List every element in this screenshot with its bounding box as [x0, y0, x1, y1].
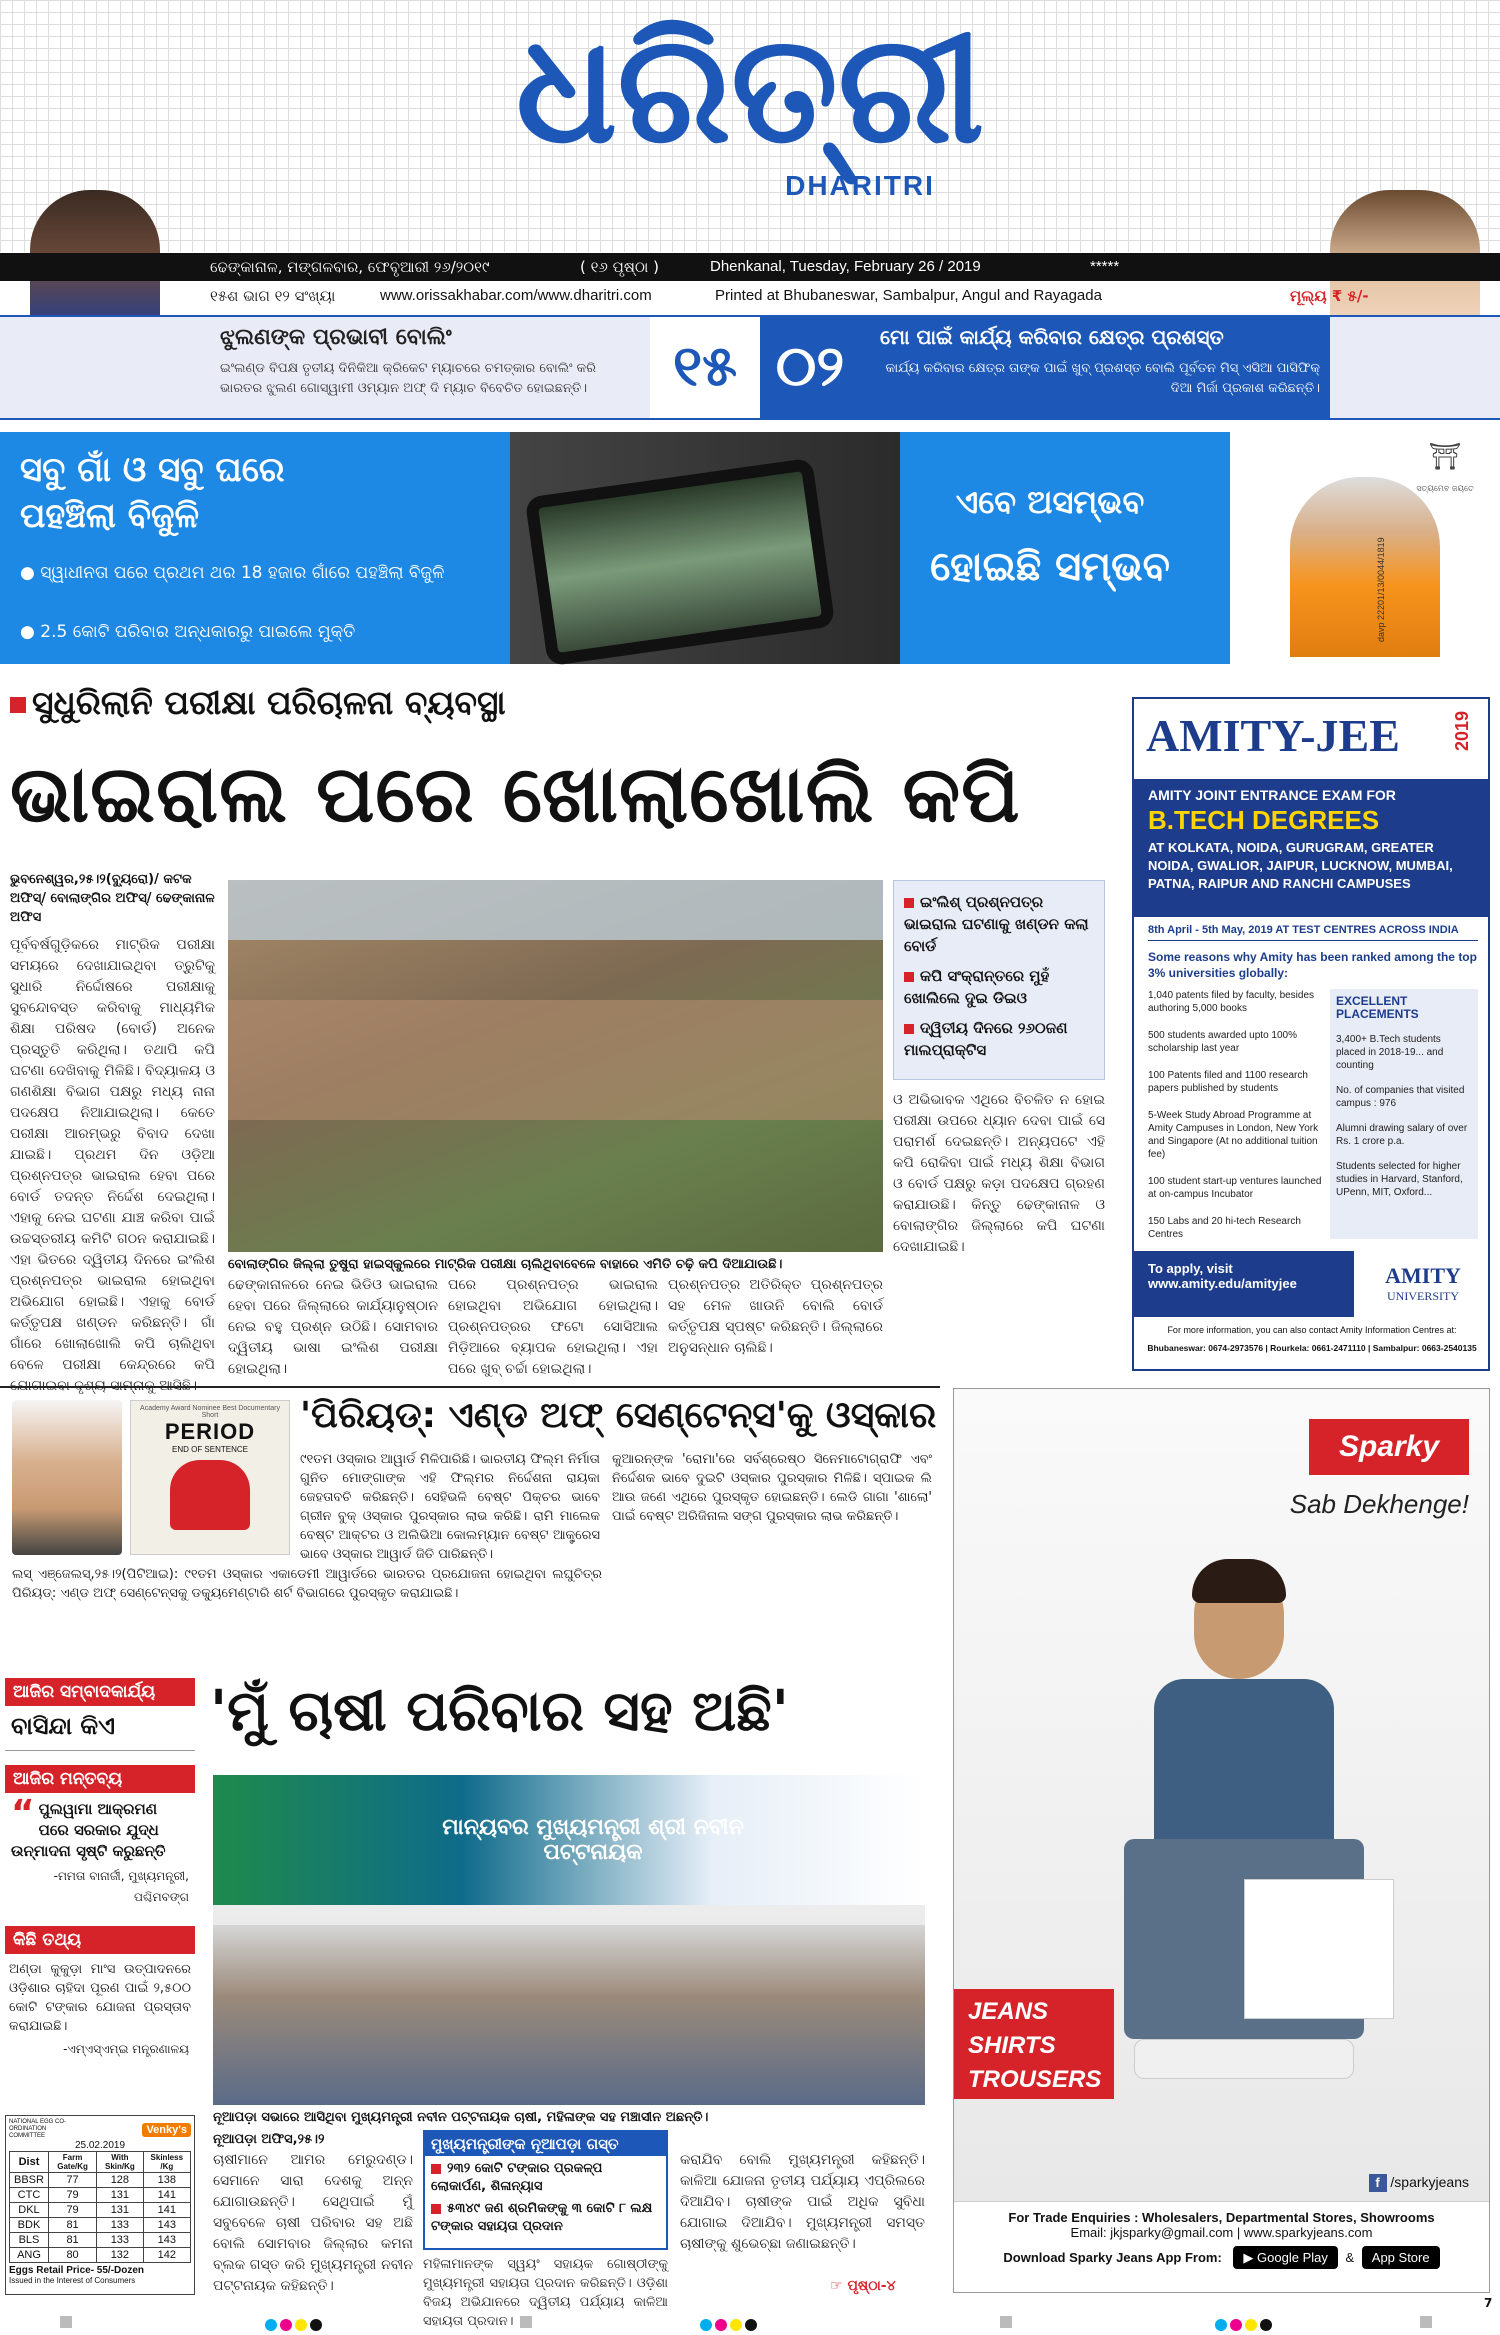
teaser-right-head[interactable]: ମୋ ପାଇଁ କାର୍ଯ୍ୟ କରିବାର କ୍ଷେତ୍ର ପ୍ରଶସ୍ତ — [880, 325, 1224, 349]
sidebar-comment-head: ଆଜିର ମନ୍ତବ୍ୟ — [5, 1765, 195, 1793]
side-point-3 — [904, 1017, 1094, 1061]
poster-fist-icon — [170, 1460, 250, 1530]
sidebar-facts-by: -ଏମ୍‌ଏସ୍‌ଏମ୍‌ଇ ମନ୍ତ୍ରଣାଳୟ — [63, 2042, 189, 2056]
magenta-dot — [1230, 2319, 1242, 2331]
cmyk-marks — [1215, 2316, 1275, 2335]
sidebar-comment — [5, 1793, 195, 1914]
lead-side-box — [893, 880, 1105, 1080]
side-point-1 — [904, 891, 1094, 957]
eggs-cell: 143 — [143, 2233, 190, 2248]
cm-box-point-2 — [425, 2200, 666, 2236]
amity-ad[interactable] — [1132, 697, 1490, 1371]
cm-photo[interactable] — [213, 1775, 925, 2105]
eggs-cell: BDK — [10, 2218, 49, 2233]
emblem-caption: ସତ୍ୟମେବ ଜୟତେ — [1416, 484, 1474, 493]
dateline-bar — [0, 253, 1500, 281]
amity-right-point: No. of companies that visited campus : 976 — [1336, 1085, 1465, 1109]
eggs-date: 25.02.2019 — [74, 2140, 126, 2151]
lead-photo-caption: ବୋଲାଙ୍ଗିର ଜିଲ୍ଲା ତୁଷୁରା ହାଇସ୍କୁଲରେ ମାଟ୍ରିକ ପରୀକ୍ଷା ଚାଲିଥିବାବେଳେ ବାହାରେ ଏମିତି ଚଢ଼ି କପି ଦିଆଯାଉଛି। — [228, 1257, 783, 1272]
google-play-button[interactable] — [1233, 2246, 1337, 2269]
red-square-icon — [431, 2164, 441, 2174]
amity-cities: AT KOLKATA, NOIDA, GURUGRAM, GREATER NOIDA, GWALIOR, JAIPUR, LUCKNOW, MUMBAI, PATNA, RAIPUR AND RANCHI CAMPUSES — [1148, 840, 1453, 891]
sparky-footer — [954, 2201, 1489, 2292]
google-play-label: Google Play — [1257, 2250, 1328, 2265]
pm-photo — [1290, 477, 1440, 657]
oscar-poster — [130, 1400, 290, 1555]
davp-code: davp 22201/13/0044/1819 — [1376, 537, 1386, 642]
red-square-icon — [431, 2204, 441, 2214]
poster-sub: END OF SENTENCE — [171, 1445, 248, 1454]
cyan-dot — [700, 2319, 712, 2331]
sidebar-today-text[interactable]: ବାସିନ୍ଦା କିଏ — [5, 1706, 195, 1751]
side-point-1-text: ଇଂଲିଶ୍ ପ୍ରଶ୍ନପତ୍ର ଭାଇରାଲ ଘଟଣାକୁ ଖଣ୍ଡନ କଲା ବୋର୍ଡ — [904, 893, 1089, 955]
cmyk-marks — [700, 2316, 760, 2335]
ampersand: & — [1345, 2250, 1355, 2265]
eggs-cell: 79 — [48, 2203, 96, 2218]
amity-left-points — [1148, 989, 1323, 1241]
teaser-right-text: କାର୍ଯ୍ୟ କରିବାର କ୍ଷେତ୍ର ତାଙ୍କ ପାଇଁ ଖୁବ୍ ପ୍ରଶସ୍ତ ବୋଲି ପୂର୍ବତନ ମିସ୍ ଏସିଆ ପାସିଫିକ୍ ଦିଆ ମିର୍ଜା ପ୍ରକାଶ କରିଛନ୍ତି। — [885, 361, 1320, 396]
amity-sub2: B.TECH DEGREES — [1148, 805, 1380, 835]
sparky-trade: For Trade Enquiries : Wholesalers, Departmental Stores, Showrooms — [1008, 2210, 1435, 2225]
eggs-cell: 128 — [97, 2173, 143, 2188]
cm-col1: ଚାଷୀମାନେ ଆମର ମେରୁଦଣ୍ଡ। ସେମାନେ ସାରା ଦେଶକୁ ଅନ୍ନ ଯୋଗାଉଛନ୍ତି। ସେଥିପାଇଁ ମୁଁ ସବୁବେଳେ ଚାଷୀ ପରିବାର ସହ ଅଛି ବୋଲି ସୋମବାର ଜିଲ୍ଲାର କମନା ବ୍ଲକ ଗସ୍ତ କରି ମୁଖ୍ୟମନ୍ତ୍ରୀ ନବୀନ ପଟ୍ଟନାୟକ କହିଛନ୍ତି। — [213, 2152, 413, 2294]
sidebar-comment-by: -ମମତା ବାନାର୍ଜୀ, ମୁଖ୍ୟମନ୍ତ୍ରୀ, ପଶ୍ଚିମବଙ୍ଗ — [53, 1869, 189, 1904]
eggs-cell: 80 — [48, 2248, 96, 2263]
sparky-download: Download Sparky Jeans App From: — [1003, 2250, 1222, 2265]
cyan-dot — [265, 2319, 277, 2331]
amity-left-point: 100 student start-up ventures launched at on-campus Incubator — [1148, 1176, 1322, 1200]
sparky-categories — [954, 1989, 1114, 2099]
amity-left-point: 150 Labs and 20 hi-tech Research Centres — [1148, 1216, 1301, 1240]
cm-col3: କରାଯିବ ବୋଲି ମୁଖ୍ୟମନ୍ତ୍ରୀ କହିଛନ୍ତି। କାଳିଆ ଯୋଜନା ତୃତୀୟ ପର୍ଯ୍ୟାୟ ଏପ୍ରିଲରେ ଦିଆଯିବ। ଚାଷୀଙ୍କ ପାଇଁ ଅଧିକ ସୁବିଧା ଯୋଗାଇ ଦିଆଯିବ। ମୁଖ୍ୟମନ୍ତ୍ରୀ ସମସ୍ତ ଚାଷୀଙ୍କୁ ଶୁଭେଚ୍ଛା ଜଣାଇଛନ୍ତି। — [680, 2152, 925, 2252]
lead-col5: ଓ ଅଭିଭାବକ ଏଥିରେ ବିଚଳିତ ନ ହୋଇ ପରୀକ୍ଷା ଉପରେ ଧ୍ୟାନ ଦେବା ପାଇଁ ସେ ପରାମର୍ଶ ଦେଇଛନ୍ତି। ଅନ୍ୟପଟେ ଏହି କପି ରୋକିବା ପାଇଁ ମଧ୍ୟ ଶିକ୍ଷା ବିଭାଗ ଓ ବୋର୍ଡ ପକ୍ଷରୁ କଡ଼ା ପଦକ୍ଷେପ ଗ୍ରହଣ କରାଯାଉଛି। କିନ୍ତୁ ଢେଙ୍କାନାଳ ଓ ବୋଲାଙ୍ଗିର ଜିଲ୍ଲାରେ କପି ଘଟଣା ଦେଖାଯାଇଛି। — [893, 1092, 1105, 1255]
sparky-logo — [1309, 1419, 1469, 1475]
magenta-dot — [715, 2319, 727, 2331]
oscar-col1: ୯୧ତମ ଓସ୍କାର ଆୱାର୍ଡ ମିଳିପାରିଛି। ଭାରତୀୟ ଫିଲ୍ମ ନିର୍ମାତା ଗୁନିତ ମୋଙ୍ଗାଙ୍କ ଏହି ଫିଲ୍ମର ନିର୍ଦ୍ଦେଶନା ରାୟକା ଜେହତାବଚି କରିଛନ୍ତି। ସେହିଭଳି ବେଷ୍ଟ ପିକ୍ଚର ଭାବେ ଗ୍ରୀନ ବୁକ୍ ଓସ୍କାର ପୁରସ୍କାର ଲାଭ କରିଛି। ରାମି ମାଲେକ ବେଷ୍ଟ ଆକ୍ଟର ଓ ଅଲିଭିଆ କୋଲମ୍ୟାନ ବେଷ୍ଟ ଆକ୍ଟ୍ରେସ ଭାବେ ଓସ୍କାର ଆୱାର୍ଡ ଜିତି ପାରିଛନ୍ତି। — [300, 1452, 600, 1562]
dateline-en: Dhenkanal, Tuesday, February 26 / 2019 — [710, 258, 981, 275]
govt-ad-right2: ହୋଇଛି ସମ୍ଭବ — [930, 544, 1170, 590]
eggs-col-head: With Skin/Kg — [97, 2152, 143, 2173]
sparky-social[interactable] — [1369, 2174, 1469, 2192]
amity-right-point: 3,400+ B.Tech students placed in 2018-19... and counting — [1336, 1034, 1444, 1071]
eggs-brand: Venky's — [142, 2123, 191, 2137]
cm-crowd — [213, 1925, 925, 2105]
eggs-cell: BBSR — [10, 2173, 49, 2188]
eggs-row — [10, 2218, 191, 2233]
jump-arrow-icon: ☞ — [830, 2278, 843, 2294]
amity-right-head: EXCELLENT PLACEMENTS — [1336, 994, 1419, 1021]
sparky-jeans: JEANS — [968, 1998, 1049, 2025]
cm-box-point-1 — [425, 2156, 666, 2200]
sparky-ad[interactable] — [953, 1388, 1490, 2293]
teaser-left-text: ଇଂଲଣ୍ଡ ବିପକ୍ଷ ତୃତୀୟ ଦିନିକିଆ କ୍ରିକେଟ ମ୍ୟାଚରେ ଚମତ୍କାର ବୋଲିଂ କରି ଭାରତର ଝୁଲଣ ଗୋସ୍ୱାମୀ ଓମ୍ୟାନ ଅଫ୍ ଦି ମ୍ୟାଚ ବିବେଚିତ ହୋଇଛନ୍ତି। — [220, 361, 596, 396]
eggs-col-head: Skinless /Kg — [143, 2152, 190, 2173]
lead-photo[interactable] — [228, 880, 883, 1252]
gray-mark — [1420, 2316, 1432, 2328]
eggs-cell: 132 — [97, 2248, 143, 2263]
eggs-cell: CTC — [10, 2188, 49, 2203]
amity-left-point: 500 students awarded upto 100% scholarship last year — [1148, 1030, 1297, 1054]
amity-dates: 8th April - 5th May, 2019 AT TEST CENTRES ACROSS INDIA — [1148, 924, 1478, 941]
side-point-2 — [904, 965, 1094, 1009]
cm-box-head: ମୁଖ୍ୟମନ୍ତ୍ରୀଙ୍କ ନୂଆପଡ଼ା ଗସ୍ତ — [425, 2132, 666, 2156]
teaser-strip — [0, 315, 1500, 420]
sidebar-today-head: ଆଜିର ସମ୍ବାଦକାର୍ଯ୍ୟ — [5, 1678, 195, 1706]
amity-title-text: AMITY-JEE — [1146, 710, 1400, 761]
eggs-table — [9, 2151, 191, 2263]
amity-right-col — [1330, 989, 1478, 1239]
govt-ad-point2-text: 2.5 କୋଟି ପରିବାର ଅନ୍ଧକାରରୁ ପାଇଲେ ମୁକ୍ତି — [40, 622, 356, 642]
lead-col1: ପୂର୍ବବର୍ଷଗୁଡ଼ିକରେ ମାଟ୍ରିକ ପରୀକ୍ଷା ସମୟରେ ଦେଖାଯାଇଥିବା ତ୍ରୁଟିକୁ ସୁଧାରି ନିର୍ଦ୍ଦୋଷରେ ପରୀକ୍ଷାକୁ ସୁବନ୍ଦୋବସ୍ତ କରିବାକୁ ମାଧ୍ୟମିକ ଶିକ୍ଷା ପରିଷଦ (ବୋର୍ଡ) ଅନେକ ପ୍ରସ୍ତୁତି କରିଥିଲା। ତଥାପି କପି ଘଟଣା ଦେଖିବାକୁ ମିଳିଛି। ବିଦ୍ୟାଳୟ ଓ ଗଣଶିକ୍ଷା ବିଭାଗ ପକ୍ଷରୁ ମଧ୍ୟ ନାନା ପଦକ୍ଷେପ ନିଆଯାଇଥିଲା। କେତେ ପରୀକ୍ଷା ଆରମ୍ଭରୁ ବିବାଦ ଦେଖା ଯାଇଛି। ପ୍ରଥମ ଦିନ ଓଡ଼ିଆ ପ୍ରଶ୍ନପତ୍ର ଭାଇରାଲ ହେବା ପରେ ବୋର୍ଡ ତଦନ୍ତ ନିର୍ଦ୍ଦେଶ ଦେଇଥିଲା। ଏହାକୁ ନେଇ ଘଟଣା ଯାଞ୍ଚ କରିବା ପାଇଁ ଉଚ୍ଚସ୍ତରୀୟ କମିଟି ଗଠନ କରାଯାଇଛି। ଏହା ଭିତରେ ଦ୍ୱିତୀୟ ଦିନରେ ଇଂଲିଶ ପ୍ରଶ୍ନପତ୍ର ଭାଇରାଲ ହୋଇଥିବା ଅଭିଯୋଗ ହୋଇଛି। ଏହାକୁ ବୋର୍ଡ କର୍ତ୍ତୃପକ୍ଷ ଖଣ୍ଡନ କରିଛନ୍ତି। ଗାଁ ଗାଁରେ ଖୋଲାଖୋଲି କପି ଚାଲିଥିବା ବେଳେ ପରୀକ୍ଷା କେନ୍ଦ୍ରରେ କପି ଯୋଗାଇବା ଦୃଶ୍ୟ ସାମ୍ନାକୁ ଆସିଛି। — [10, 937, 215, 1394]
eggs-box — [5, 2115, 195, 2295]
amity-footer1: For more information, you can also contact Amity Information Centres at: — [1167, 1325, 1457, 1335]
teaser-left-head[interactable]: ଝୁଲଣଙ୍କ ପ୍ରଭାବୀ ବୋଲିଂ — [220, 325, 452, 350]
eggs-cell: 81 — [48, 2233, 96, 2248]
red-square-icon — [904, 1024, 914, 1034]
oscar-headline[interactable]: 'ପିରିୟଡ୍: ଏଣ୍ଡ ଅଫ୍ ସେଣ୍ଟେନ୍ସ'କୁ ଓସ୍କାର — [300, 1395, 937, 1436]
eggs-cell: 133 — [97, 2218, 143, 2233]
govt-ad-point2 — [20, 622, 490, 642]
phone-screen-photo — [538, 471, 822, 653]
cm-box — [423, 2130, 668, 2250]
gray-mark — [60, 2316, 72, 2328]
lead-col3: ପରେ ପ୍ରଶ୍ନପତ୍ର ଭାଇରାଲ ହୋଇଥିବା ଅଭିଯୋଗ ହୋଇଥିଲା। ପ୍ରଶ୍ନପତ୍ରର ଫଟୋ ସୋସିଆଲ ମିଡ଼ିଆରେ ବ୍ୟାପକ ହୋଇଥିଲା। ଏହା ପରେ ଖୁବ୍ ଚର୍ଚ୍ଚା ହୋଇଥିଲା। — [448, 1277, 658, 1377]
cm-jump-text: ପୃଷ୍ଠା-୪ — [847, 2278, 896, 2294]
masthead-subtitle: DHARITRI — [785, 170, 935, 201]
amity-logo — [1360, 1255, 1486, 1315]
eggs-cell: ANG — [10, 2248, 49, 2263]
registration-marks — [0, 2316, 1500, 2332]
model-hair — [1192, 1559, 1286, 1603]
eggs-row — [10, 2248, 191, 2263]
sparky-social-text: /sparkyjeans — [1390, 2174, 1469, 2190]
cm-jump[interactable] — [830, 2278, 930, 2294]
model-cube — [1244, 1879, 1394, 2019]
photo-wall — [228, 1000, 883, 1120]
black-dot — [1260, 2319, 1272, 2331]
yellow-dot — [730, 2319, 742, 2331]
app-store-button[interactable] — [1362, 2246, 1440, 2269]
amity-sub1: AMITY JOINT ENTRANCE EXAM FOR — [1148, 787, 1396, 803]
sparky-shirts: SHIRTS — [968, 2032, 1056, 2059]
black-dot — [745, 2319, 757, 2331]
app-store-label: App Store — [1371, 2250, 1430, 2265]
sparky-model — [1094, 1539, 1394, 2099]
oscar-person-photo — [12, 1400, 122, 1555]
cm-banner-text: ମାନ୍ୟବର ମୁଖ୍ୟମନ୍ତ୍ରୀ ଶ୍ରୀ ନବୀନ ପଟ୍ଟନାୟକ — [442, 1815, 744, 1865]
eggs-row — [10, 2188, 191, 2203]
model-shoes — [1134, 2039, 1354, 2079]
yellow-dot — [1245, 2319, 1257, 2331]
photo-sky — [228, 880, 883, 940]
eggs-footer: Eggs Retail Price- 55/-Dozen — [9, 2265, 145, 2276]
amity-logo-text: AMITY — [1385, 1263, 1461, 1288]
lead-byline: ଭୁବନେଶ୍ୱର,୨୫।୨(ବ୍ୟୁରୋ)/ କଟକ ଅଫିସ୍/ ବୋଲାଙ୍ଗିର ଅଫିସ୍/ ଢେଙ୍କାନାଳ ଅଫିସ — [10, 872, 215, 925]
eggs-row — [10, 2203, 191, 2218]
cm-headline[interactable]: 'ମୁଁ ଚାଷୀ ପରିବାର ସହ ଅଛି' — [210, 1679, 789, 1744]
red-square-icon — [10, 697, 26, 713]
eggs-cell: 77 — [48, 2173, 96, 2188]
eggs-row — [10, 2233, 191, 2248]
eggs-cell: 142 — [143, 2248, 190, 2263]
edition-stars: ***** — [1090, 258, 1120, 275]
magenta-dot — [280, 2319, 292, 2331]
eggs-cell: 131 — [97, 2188, 143, 2203]
sparky-trousers: TROUSERS — [968, 2066, 1102, 2093]
national-emblem-icon: ⛩ — [1428, 442, 1462, 472]
eggs-cell: 133 — [97, 2233, 143, 2248]
red-square-icon — [904, 898, 914, 908]
side-point-3-text: ଦ୍ୱିତୀୟ ଦିନରେ ୨୬୦ଜଣ ମାଲପ୍ରାକ୍ଟିସ — [904, 1019, 1068, 1059]
govt-ad-point1 — [20, 560, 490, 586]
govt-ad-right1: ଏବେ ଅସମ୍ଭବ — [955, 483, 1145, 521]
govt-ad-head1: ସବୁ ଗାଁ ଓ ସବୁ ଘରେ — [20, 450, 285, 490]
cm-byline: ନୂଆପଡ଼ା ଅଫିସ,୨୫।୨ — [213, 2132, 325, 2147]
eggs-col-head: Dist — [10, 2152, 49, 2173]
facebook-icon: f — [1369, 2174, 1387, 2192]
oscar-col2: କୁଆରନ୍ଙ୍କ 'ରୋମା'ରେ ସର୍ବଶ୍ରେଷ୍ଠ ସିନେମାଟୋଗ୍ରାଫି ଏବଂ ନିର୍ଦ୍ଦେଶକ ଭାବେ ଦୁଇଟି ଓସ୍କାର ପୁରସ୍କାର ମିଳିଛି। ସ୍ପାଇକ ଲି ଆଉ ଜଣେ ଏଥିରେ ପୁରସ୍କୃତ ହୋଇଛନ୍ତି। ଲେଡି ଗାଗା 'ଶାଲୋ' ପାଇଁ ବେଷ୍ଟ ଅରିଜିନାଲ ସଙ୍ଗ ପୁରସ୍କାର ଲାଭ କରିଛନ୍ତି। — [612, 1452, 932, 1524]
amity-apply-box[interactable] — [1134, 1251, 1354, 1317]
govt-ad-head2: ପହଞ୍ଚିଲା ବିଜୁଳି — [20, 496, 200, 536]
page-number: 7 — [1484, 2296, 1493, 2310]
gray-mark — [520, 2316, 532, 2328]
red-square-icon — [904, 972, 914, 982]
cmyk-marks — [265, 2316, 325, 2335]
eggs-cell: 138 — [143, 2173, 190, 2188]
gray-mark — [1000, 2316, 1012, 2328]
amity-reasons: Some reasons why Amity has been ranked among the top 3% universities globally: — [1148, 950, 1477, 980]
black-dot — [310, 2319, 322, 2331]
eggs-head-row — [10, 2152, 191, 2173]
cm-box-point-2-text: ୫୩୪୯ ଜଣ ଶ୍ରମିକଙ୍କୁ ୩ କୋଟି ୮ ଲକ୍ଷ ଟଙ୍କାର ସହାୟତା ପ୍ରଦାନ — [431, 2201, 653, 2234]
amity-left-point: 100 Patents filed and 1100 research papers published by students — [1148, 1070, 1308, 1094]
lead-headline[interactable]: ଭାଇରାଲ ପରେ ଖୋଲାଖୋଲି କପି — [10, 750, 1021, 840]
sidebar-facts-head: କିଛି ତଥ୍ୟ — [5, 1926, 195, 1954]
eggs-cell: DKL — [10, 2203, 49, 2218]
oscar-byline: ଲସ୍ ଏଞ୍ଜେଲସ୍,୨୫।୨(ପିଟିଆଇ): ୯୧ତମ ଓସ୍କାର ଏକାଡେମୀ ଆୱାର୍ଡରେ ଭାରତର ପ୍ରଯୋଜନା ହୋଇଥିବା ଲଘୁଚିତ୍ର ପିରିୟଡ୍: ଏଣ୍ଡ ଅଫ୍ ସେଣ୍ଟେନ୍ସକୁ ଡକ୍ୟୁମେଣ୍ଟାରି ଶର୍ଟ ବିଭାଗରେ ପୁରସ୍କୃତ କରାଯାଇଛି। — [12, 1567, 602, 1601]
price: ମୂଲ୍ୟ ₹ ୫/- — [1290, 287, 1369, 305]
amity-right-point: Students selected for higher studies in Harvard, Stanford, UPenn, MIT, Oxford... — [1336, 1161, 1463, 1198]
eggs-cell: 143 — [143, 2218, 190, 2233]
side-point-2-text: କପି ସଂକ୍ରାନ୍ତରେ ମୁହଁ ଖୋଲିଲେ ଦୁଇ ଡିଇଓ — [904, 967, 1050, 1007]
sparky-logo-text: Sparky — [1338, 1430, 1440, 1463]
lead-col2: ଢେଙ୍କାନାଳରେ ନେଇ ଭିଡିଓ ଭାଇରାଲ ହେବା ପରେ ଜିଲ୍ଲାରେ କାର୍ଯ୍ୟାନୁଷ୍ଠାନ ନେଇ ବହୁ ପ୍ରଶ୍ନ ଉଠିଛି। ସୋମବାର ଦ୍ୱିତୀୟ ଭାଷା ଇଂଲିଶ ପରୀକ୍ଷା ହୋଇଥିଲା। — [228, 1277, 438, 1377]
yellow-dot — [295, 2319, 307, 2331]
eggs-footer2: Issued in the Interest of Consumers — [9, 2276, 136, 2285]
amity-left-point: 1,040 patents filed by faculty, besides authoring 5,000 books — [1148, 990, 1315, 1014]
eggs-col-head: Farm Gate/Kg — [48, 2152, 96, 2173]
lead-kicker-text: ସୁଧୁରିଲାନି ପରୀକ୍ଷା ପରିଚାଳନା ବ୍ୟବସ୍ଥା — [32, 683, 506, 722]
quote-icon: “ — [11, 1793, 35, 1834]
masthead-logo — [450, 0, 1050, 225]
sparky-tagline: Sab Dekhenge! — [1289, 1489, 1469, 1519]
teaser-page-left[interactable]: ୧୫ — [650, 317, 760, 418]
eggs-org: NATIONAL EGG CO-ORDINATION COMMITTEE — [9, 2119, 67, 2139]
amity-apply1: To apply, visit — [1148, 1261, 1233, 1276]
teaser-page-right[interactable]: ୦୨ — [760, 317, 860, 418]
phone-illustration — [525, 458, 836, 667]
play-icon: ▶ — [1243, 2250, 1258, 2265]
amity-footer2: Bhubaneswar: 0674-2973576 | Rourkela: 0661-2471110 | Sambalpur: 0663-2540135 — [1147, 1343, 1477, 1353]
amity-right-point: Alumni drawing salary of over Rs. 1 crore p.a. — [1336, 1123, 1468, 1147]
pages-odia: ( ୧୬ ପୃଷ୍ଠା ) — [580, 258, 659, 276]
amity-logo-sub: UNIVERSITY — [1387, 1289, 1459, 1303]
poster-small: Academy Award Nominee Best Documentary Short — [140, 1405, 280, 1419]
lead-col4: ପ୍ରଶ୍ନପତ୍ର ଅତିରିକ୍ତ ପ୍ରଶ୍ନପତ୍ର ସହ ମେଳ ଖାଉନି ବୋଲି ବୋର୍ଡ କର୍ତ୍ତୃପକ୍ଷ ସ୍ପଷ୍ଟ କରିଛନ୍ତି। ଜିଲ୍ଲାରେ ଅନୁସନ୍ଧାନ ଚାଲିଛି। — [668, 1277, 883, 1356]
printed-at: Printed at Bhubaneswar, Sambalpur, Angul and Rayagada — [715, 287, 1102, 304]
cyan-dot — [1215, 2319, 1227, 2331]
cm-col2: ମହିଳାମାନଙ୍କ ସ୍ୱୟଂ ସହାୟକ ଗୋଷ୍ଠୀଙ୍କୁ ମୁଖ୍ୟମନ୍ତ୍ରୀ ସହାୟତା ପ୍ରଦାନ କରିଛନ୍ତି। ଓଡ଼ିଶା ବିଜୟ ଅଭିଯାନରେ ଦ୍ୱିତୀୟ ପର୍ଯ୍ୟାୟ କାଳିଆ ସହାୟତା ପ୍ରଦାନ। — [423, 2257, 668, 2329]
cm-caption: ନୂଆପଡ଼ା ସଭାରେ ଆସିଥିବା ମୁଖ୍ୟମନ୍ତ୍ରୀ ନବୀନ ପଟ୍ଟନାୟକ ଚାଷୀ, ମହିଳାଙ୍କ ସହ ମଞ୍ଚାସୀନ ଅଛନ୍ତି। — [213, 2110, 709, 2125]
govt-ad-point1-text: ସ୍ୱାଧୀନତା ପରେ ପ୍ରଥମ ଥର 18 ହଜାର ଗାଁରେ ପହଞ୍ଚିଲା ବିଜୁଳି — [40, 563, 445, 583]
govt-ad[interactable] — [0, 432, 1500, 664]
sparky-download-row — [954, 2250, 1489, 2266]
amity-year: 2019 — [1452, 711, 1472, 752]
dateline-odia: ଢେଙ୍କାନାଳ, ମଙ୍ଗଳବାର, ଫେବୃଆରୀ ୨୬/୨୦୧୯ — [210, 258, 490, 276]
masthead-title: ଧରିତ୍ରୀ — [515, 3, 985, 177]
eggs-header-row — [9, 2119, 191, 2140]
issue-odia: ୧୫ଶ ଭାଗ ୧୨ ସଂଖ୍ୟା — [210, 287, 336, 305]
website-link[interactable]: www.orissakhabar.com/www.dharitri.com — [380, 287, 652, 304]
amity-title — [1146, 709, 1446, 762]
govt-ad-right-box — [885, 472, 1215, 632]
eggs-cell: 141 — [143, 2188, 190, 2203]
bullet-icon: ● — [20, 563, 41, 583]
amity-apply2[interactable]: www.amity.edu/amityjee — [1148, 1276, 1297, 1291]
model-shirt — [1154, 1679, 1334, 1859]
amity-left-point: 5-Week Study Abroad Programme at Amity Campuses in London, New York and Singapore (At no additional tuition fee) — [1148, 1110, 1319, 1160]
eggs-cell: 141 — [143, 2203, 190, 2218]
eggs-cell: BLS — [10, 2233, 49, 2248]
eggs-cell: 81 — [48, 2218, 96, 2233]
sidebar-facts-text: ଅଣ୍ଡା କୁକୁଡ଼ା ମାଂସ ଉତ୍ପାଦନରେ ଓଡ଼ିଶାର ଚାହିଦା ପୂରଣ ପାଇଁ ୨,୫୦୦ କୋଟି ଟଙ୍କାର ଯୋଜନା ପ୍ରସ୍ତାବ କରାଯାଇଛି। — [9, 1962, 191, 2034]
eggs-cell: 131 — [97, 2203, 143, 2218]
poster-title: PERIOD — [164, 1419, 256, 1444]
cm-box-point-1-text: ୨୩୨ କୋଟି ଟଙ୍କାର ପ୍ରକଳ୍ପ ଲୋକାର୍ପଣ, ଶିଳାନ୍ୟାସ — [431, 2161, 603, 2194]
issue-bar — [0, 282, 1500, 310]
bullet-icon: ● — [20, 622, 41, 642]
eggs-cell: 79 — [48, 2188, 96, 2203]
lead-kicker — [10, 683, 1110, 723]
eggs-row — [10, 2173, 191, 2188]
sparky-email[interactable]: Email: jkjsparky@gmail.com | www.sparkyjeans.com — [1070, 2225, 1373, 2240]
sidebar-comment-text: ପୁଲୱାମା ଆକ୍ରମଣ ପରେ ସରକାର ଯୁଦ୍ଧ ଉନ୍ମାଦନା ସୃଷ୍ଟି କରୁଛନ୍ତି — [11, 1800, 166, 1860]
